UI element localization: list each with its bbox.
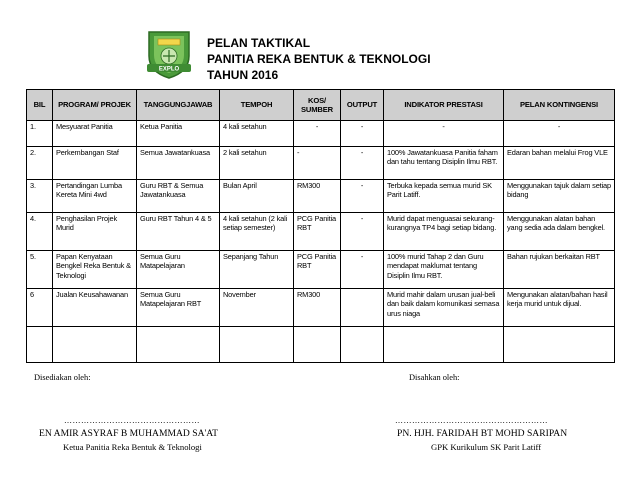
- tactical-plan-table: [26, 89, 615, 363]
- cell-tanggungjawab: Semua Guru Matapelajaran: [137, 251, 220, 289]
- header-pelan: PELAN KONTINGENSI: [504, 90, 615, 121]
- cell-tanggungjawab: Semua Guru Matapelajaran RBT: [137, 289, 220, 327]
- cell-indikator: Murid mahir dalam urusan jual-beli dan baik dalam komunikasi semasa urus niaga: [384, 289, 504, 327]
- cell-kos: RM300: [294, 289, 341, 327]
- cell-indikator: Terbuka kepada semua murid SK Parit Latiff.: [384, 180, 504, 213]
- school-logo: [145, 28, 193, 80]
- cell-pelan: Edaran bahan melalui Frog VLE: [504, 147, 615, 180]
- cell-pelan: Menggunakan tajuk dalam setiap bidang: [504, 180, 615, 213]
- cell-bil: 5.: [27, 251, 53, 289]
- shield-emblem-icon: [145, 28, 193, 80]
- cell-tempoh: [220, 327, 294, 363]
- header-indikator: INDIKATOR PRESTASI: [384, 90, 504, 121]
- cell-program: [53, 327, 137, 363]
- cell-tempoh: Sepanjang Tahun: [220, 251, 294, 289]
- cell-bil: 3.: [27, 180, 53, 213]
- cell-tempoh: 2 kali setahun: [220, 147, 294, 180]
- table-row: [27, 251, 615, 289]
- table-row: [27, 180, 615, 213]
- cell-kos: PCG Panitia RBT: [294, 251, 341, 289]
- header-tanggungjawab: TANGGUNGJAWAB: [137, 90, 220, 121]
- cell-tanggungjawab: Ketua Panitia: [137, 121, 220, 147]
- header-tempoh: TEMPOH: [220, 90, 294, 121]
- cell-program: Perkembangan Staf: [53, 147, 137, 180]
- cell-bil: [27, 327, 53, 363]
- cell-indikator: 100% murid Tahap 2 dan Guru mendapat maklumat tentang Disiplin Ilmu RBT.: [384, 251, 504, 289]
- cell-tanggungjawab: Semua Jawatankuasa: [137, 147, 220, 180]
- table-row: [27, 147, 615, 180]
- header-kos: KOS/ SUMBER: [294, 90, 341, 121]
- table-header-row: [27, 90, 615, 121]
- cell-tanggungjawab: Guru RBT & Semua Jawatankuasa: [137, 180, 220, 213]
- cell-kos: -: [294, 147, 341, 180]
- table-row-empty: [27, 327, 615, 363]
- title-line-2: PANITIA REKA BENTUK & TEKNOLOGI: [207, 52, 431, 66]
- cell-kos: [294, 327, 341, 363]
- cell-kos: PCG Panitia RBT: [294, 213, 341, 251]
- cell-indikator: [384, 327, 504, 363]
- cell-output: -: [341, 180, 384, 213]
- header-output: OUTPUT: [341, 90, 384, 121]
- cell-tempoh: 4 kali setahun: [220, 121, 294, 147]
- signature-line-left: …………………………………………: [64, 416, 200, 425]
- approved-by-label: Disahkan oleh:: [409, 373, 460, 382]
- cell-indikator: -: [384, 121, 504, 147]
- cell-output: -: [341, 121, 384, 147]
- cell-output: -: [341, 213, 384, 251]
- cell-program: Mesyuarat Panitia: [53, 121, 137, 147]
- cell-output: -: [341, 147, 384, 180]
- preparer-role: Ketua Panitia Reka Bentuk & Teknologi: [63, 442, 202, 452]
- cell-bil: 6: [27, 289, 53, 327]
- cell-output: [341, 327, 384, 363]
- cell-tempoh: November: [220, 289, 294, 327]
- cell-pelan: [504, 327, 615, 363]
- cell-program: Papan Kenyataan Bengkel Reka Bentuk & Teknologi: [53, 251, 137, 289]
- cell-pelan: Menggunakan alatan bahan yang sedia ada dalam bengkel.: [504, 213, 615, 251]
- document-title: [207, 35, 431, 83]
- cell-pelan: Mengunakan alatan/bahan hasil kerja murid untuk dijual.: [504, 289, 615, 327]
- signature-line-right: ………………………………………………: [395, 416, 548, 425]
- table-row: [27, 213, 615, 251]
- cell-bil: 1.: [27, 121, 53, 147]
- prepared-by-label: Disediakan oleh:: [34, 373, 91, 382]
- approver-role: GPK Kurikulum SK Parit Latiff: [431, 442, 542, 452]
- cell-indikator: Murid dapat menguasai sekurang-kurangnya TP4 bagi setiap bidang.: [384, 213, 504, 251]
- cell-tempoh: 4 kali setahun (2 kali setiap semester): [220, 213, 294, 251]
- preparer-name: EN AMIR ASYRAF B MUHAMMAD SA'AT: [39, 428, 218, 439]
- cell-program: Penghasilan Projek Murid: [53, 213, 137, 251]
- approver-name: PN. HJH. FARIDAH BT MOHD SARIPAN: [397, 428, 568, 439]
- cell-pelan: -: [504, 121, 615, 147]
- table-row: [27, 289, 615, 327]
- cell-tempoh: Bulan April: [220, 180, 294, 213]
- cell-output: [341, 289, 384, 327]
- header-bil: BIL: [27, 90, 53, 121]
- cell-bil: 4.: [27, 213, 53, 251]
- logo-text: EXPLO: [158, 66, 180, 73]
- cell-kos: RM300: [294, 180, 341, 213]
- cell-program: Pertandingan Lumba Kereta Mini 4wd: [53, 180, 137, 213]
- cell-tanggungjawab: Guru RBT Tahun 4 & 5: [137, 213, 220, 251]
- cell-indikator: 100% Jawatankuasa Panitia faham dan tahu tentang Disiplin Ilmu RBT.: [384, 147, 504, 180]
- title-line-1: PELAN TAKTIKAL: [207, 36, 311, 50]
- table-row: [27, 121, 615, 147]
- cell-tanggungjawab: [137, 327, 220, 363]
- cell-output: -: [341, 251, 384, 289]
- title-line-3: TAHUN 2016: [207, 68, 279, 82]
- cell-bil: 2.: [27, 147, 53, 180]
- cell-pelan: Bahan rujukan berkaitan RBT: [504, 251, 615, 289]
- cell-program: Jualan Keusahawanan: [53, 289, 137, 327]
- header-program: PROGRAM/ PROJEK: [53, 90, 137, 121]
- cell-kos: -: [294, 121, 341, 147]
